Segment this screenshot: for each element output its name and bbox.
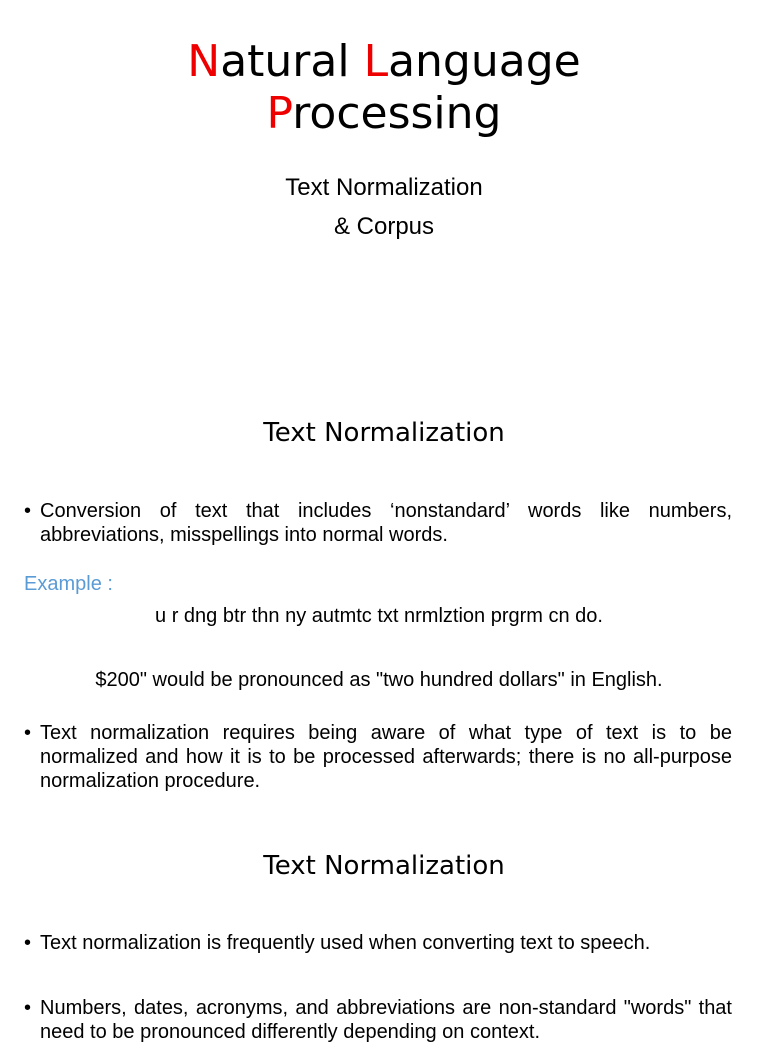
title-word-language: anguage [388, 36, 581, 87]
slide-heading: Text Normalization [263, 418, 505, 448]
title-slide [0, 0, 768, 410]
title-initial-n: N [187, 36, 221, 87]
slide-text-normalization-1 [0, 410, 768, 830]
slide-heading: Text Normalization [263, 851, 505, 881]
title-word-natural: atural [220, 36, 364, 87]
bullet-non-standard-words: • Numbers, dates, acronyms, and abbreviations are non-standard "words" that need to be pronounced differently depending on context. [24, 996, 732, 1044]
subtitle-line-2: & Corpus [333, 213, 435, 240]
main-title [0, 36, 768, 140]
bullet-text-to-speech: • Text normalization is frequently used when converting text to speech. [24, 931, 732, 955]
bullet-conversion: • Conversion of text that includes ‘nonstandard’ words like numbers, abbreviations, misspellings into normal words. [24, 499, 732, 547]
subtitle-line-1: Text Normalization [285, 174, 483, 201]
title-word-processing: rocessing [292, 88, 502, 139]
bullet-requirements: • Text normalization requires being aware of what type of text is to be normalized and how it is to be processed afterwards; there is no all-purpose normalization procedure. [24, 721, 732, 793]
example-abbreviated-text: u r dng btr thn ny autmtc txt nrmlztion prgrm cn do. [155, 605, 603, 627]
title-initial-l: L [363, 36, 389, 87]
title-initial-p: P [266, 88, 293, 139]
slide-text-normalization-2 [0, 830, 768, 1043]
example-currency-text: $200" would be pronounced as "two hundred dollars" in English. [95, 669, 663, 691]
example-label: Example : [24, 573, 113, 595]
subtitle [0, 168, 768, 246]
